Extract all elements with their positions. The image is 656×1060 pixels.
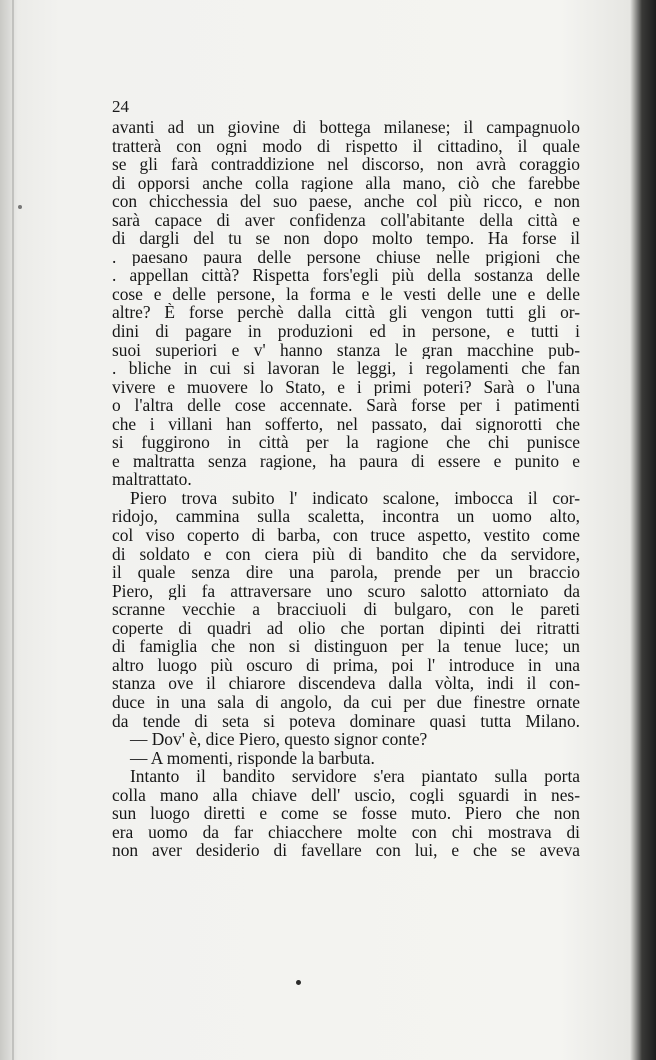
text-line: ridojo, cammina sulla scaletta, incontra un uomo alto, xyxy=(112,507,580,527)
text-line: non aver desiderio di favellare con lui, e che se aveva xyxy=(112,841,580,860)
text-line: suoi superiori e v' hanno stanza le gran macchine pub- xyxy=(112,340,580,360)
page-gutter xyxy=(12,0,14,1060)
text-line: o l'altra delle cose accennate. Sarà forse per i patimenti xyxy=(112,396,580,415)
text-line: Piero trova subito l' indicato scalone, imbocca il cor- xyxy=(130,488,580,508)
text-line: sarà capace di aver confidenza coll'abitante della città e xyxy=(112,210,580,230)
text-line: — Dov' è, dice Piero, questo signor conte? xyxy=(130,730,428,749)
text-line: maltrattato. xyxy=(112,470,192,489)
text-line: . paesano paura delle persone chiuse nelle prigioni che xyxy=(112,247,580,267)
text-line: duce in una sala di angolo, da cui per due finestre ornate xyxy=(112,692,580,712)
text-line: sun luogo diretti e come se fosse muto. Piero che non xyxy=(112,804,580,823)
text-line: si fuggirono in città per la ragione che chi punisce xyxy=(112,433,580,452)
text-line: e maltratta senza ragione, ha paura di essere e punito e xyxy=(112,451,580,471)
text-line: altre? È forse perchè dalla città gli vengon tutti gli or- xyxy=(112,303,580,323)
text-line: coperte di quadri ad olio che portan dipinti dei ritratti xyxy=(112,618,580,638)
text-line: — A momenti, risponde la barbuta. xyxy=(130,748,375,768)
text-line: di famiglia che non si distinguon per la tenue luce; un xyxy=(112,637,580,656)
text-line: Intanto il bandito servidore s'era piantato sulla porta xyxy=(130,767,580,786)
print-speck xyxy=(18,205,22,209)
text-line: vivere e muovere lo Stato, e i primi poteri? Sarà o l'una xyxy=(112,377,580,397)
text-line: stanza ove il chiarore discendeva dalla vòlta, indi il con- xyxy=(112,674,580,693)
text-line: Piero, gli fa attraversare uno scuro salotto attorniato da xyxy=(112,581,580,601)
text-line: . bliche in cui si lavoran le leggi, i regolamenti che fan xyxy=(112,359,580,378)
text-line: di soldato e con ciera più di bandito che da servidore, xyxy=(112,544,580,564)
text-line: scranne vecchie a bracciuoli di bulgaro, con le pareti xyxy=(112,600,580,619)
text-line: tratterà con ogni modo di rispetto il cittadino, il quale xyxy=(112,136,580,156)
text-line: di opporsi anche colla ragione alla mano, ciò che farebbe xyxy=(112,173,580,193)
body-text xyxy=(112,118,580,860)
text-line: che i villani han sofferto, nel passato, dai signorotti che xyxy=(112,414,580,434)
text-line: . appellan città? Rispetta fors'egli più della sostanza delle xyxy=(112,266,580,285)
text-line: dini di pagare in produzioni ed in persone, e tutti i xyxy=(112,322,580,341)
print-speck xyxy=(296,980,301,985)
text-line: altro luogo più oscuro di prima, poi l' introduce in una xyxy=(112,655,580,675)
page-number: 24 xyxy=(112,97,129,116)
text-line: era uomo da far chiacchere molte con chi mostrava di xyxy=(112,822,580,842)
text-line: colla mano alla chiave dell' uscio, cogli sguardi in nes- xyxy=(112,785,580,805)
text-line: col viso coperto di barba, con truce aspetto, vestito come xyxy=(112,526,580,545)
text-line: avanti ad un giovine di bottega milanese; il campagnuolo xyxy=(112,118,580,137)
text-line: con chicchessia del suo paese, anche col più ricco, e non xyxy=(112,192,580,211)
text-line: cose e delle persone, la forma e le vesti delle une e delle xyxy=(112,284,580,304)
text-line: il quale senza dire una parola, prende per un braccio xyxy=(112,563,580,582)
text-line: di dargli del tu se non dopo molto tempo. Ha forse il xyxy=(112,229,580,248)
text-line: se gli farà contraddizione nel discorso, non avrà coraggio xyxy=(112,155,580,174)
text-line: da tende di seta si poteva dominare quasi tutta Milano. xyxy=(112,711,580,731)
